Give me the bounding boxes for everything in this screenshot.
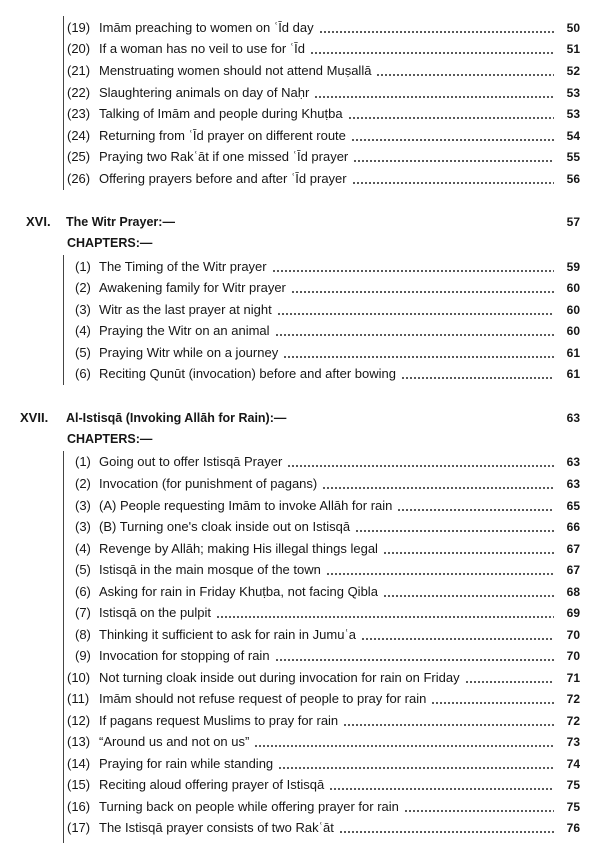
entry-title: Revenge by Allāh; making His illegal things legal: [99, 539, 380, 559]
entry-title: Returning from ʿĪd prayer on different route: [99, 126, 348, 146]
toc-entry[interactable]: [0, 61, 600, 81]
entry-title: Not turning cloak inside out during invocation for rain on Friday: [99, 668, 462, 688]
toc-entry[interactable]: [0, 452, 600, 472]
entry-page: 54: [566, 129, 580, 143]
entry-page: 60: [566, 324, 580, 338]
dot-leader: [287, 465, 554, 467]
toc-entry[interactable]: [0, 668, 600, 688]
dot-leader: [348, 117, 554, 119]
entry-title: The Timing of the Witr prayer: [99, 257, 269, 277]
entry-title: (B) Turning one's cloak inside out on Istisqā: [99, 517, 352, 537]
toc-entry[interactable]: [0, 625, 600, 645]
chapters-label: CHAPTERS:—: [67, 432, 153, 446]
entry-number: (17): [67, 820, 91, 835]
entry-page: 73: [566, 735, 580, 749]
entry-title: Imām should not refuse request of people to pray for rain: [99, 689, 428, 709]
entry-page: 53: [566, 107, 580, 121]
entry-page: 52: [566, 64, 580, 78]
dot-leader: [319, 31, 554, 33]
toc-entry[interactable]: [0, 147, 600, 167]
entry-title: Offering prayers before and after ʿĪd prayer: [99, 169, 349, 189]
entry-page: 69: [566, 606, 580, 620]
entry-title: Praying two Rakʿāt if one missed ʿĪd prayer: [99, 147, 350, 167]
entry-number: (20): [67, 41, 91, 56]
entry-page: 59: [566, 260, 580, 274]
entry-page: 63: [566, 455, 580, 469]
toc-entry[interactable]: [0, 474, 600, 494]
entry-number: (3): [75, 498, 91, 513]
dot-leader: [383, 552, 554, 554]
entry-page: 63: [566, 477, 580, 491]
entry-page: 51: [566, 42, 580, 56]
entry-title: Awakening family for Witr prayer: [99, 278, 288, 298]
entry-page: 66: [566, 520, 580, 534]
dot-leader: [278, 767, 554, 769]
dot-leader: [216, 616, 554, 618]
dot-leader: [272, 270, 554, 272]
entry-title: Talking of Imām and people during Khuṭba: [99, 104, 345, 124]
entry-title: If pagans request Muslims to pray for rain: [99, 711, 340, 731]
dot-leader: [314, 96, 554, 98]
dot-leader: [275, 659, 554, 661]
dot-leader: [322, 487, 554, 489]
dot-leader: [351, 139, 554, 141]
entry-title: Praying the Witr on an animal: [99, 321, 272, 341]
entry-number: (8): [75, 627, 91, 642]
entry-number: (9): [75, 648, 91, 663]
toc-entry[interactable]: [0, 343, 600, 363]
toc-entry[interactable]: [0, 582, 600, 602]
entry-number: (6): [75, 366, 91, 381]
dot-leader: [361, 638, 554, 640]
entry-title: Going out to offer Istisqā Prayer: [99, 452, 284, 472]
entry-title: Slaughtering animals on day of Naḥr: [99, 83, 311, 103]
entry-number: (16): [67, 799, 91, 814]
dot-leader: [339, 831, 554, 833]
toc-entry[interactable]: [0, 797, 600, 817]
entry-page: 61: [566, 367, 580, 381]
entry-page: 75: [566, 800, 580, 814]
entry-page: 72: [566, 714, 580, 728]
dot-leader: [277, 313, 554, 315]
entry-number: (22): [67, 85, 91, 100]
entry-number: (4): [75, 323, 91, 338]
dot-leader: [431, 702, 554, 704]
entry-title: Praying Witr while on a journey: [99, 343, 280, 363]
entry-title: Asking for rain in Friday Khuṭba, not facing Qibla: [99, 582, 380, 602]
entry-number: (12): [67, 713, 91, 728]
toc-entry[interactable]: [0, 603, 600, 623]
entry-number: (14): [67, 756, 91, 771]
toc-entry[interactable]: [0, 818, 600, 838]
entry-title: Invocation for stopping of rain: [99, 646, 272, 666]
dot-leader: [326, 573, 554, 575]
entry-page: 67: [566, 542, 580, 556]
entry-number: (26): [67, 171, 91, 186]
dot-leader: [353, 160, 554, 162]
toc-entry[interactable]: [0, 126, 600, 146]
toc-entry[interactable]: [0, 257, 600, 277]
entry-page: 75: [566, 778, 580, 792]
toc-entry[interactable]: [0, 646, 600, 666]
entry-page: 53: [566, 86, 580, 100]
toc-entry[interactable]: [0, 754, 600, 774]
entry-page: 72: [566, 692, 580, 706]
entry-page: 55: [566, 150, 580, 164]
entry-number: (10): [67, 670, 91, 685]
section-title: Al-Istisqā (Invoking Allāh for Rain):—: [66, 411, 287, 425]
entry-title: “Around us and not on us”: [99, 732, 251, 752]
entry-number: (1): [75, 454, 91, 469]
toc-entry[interactable]: [0, 39, 600, 59]
entry-title: Praying for rain while standing: [99, 754, 275, 774]
entry-number: (5): [75, 345, 91, 360]
toc-entry[interactable]: [0, 496, 600, 516]
toc-entry[interactable]: [0, 300, 600, 320]
dot-leader: [275, 334, 554, 336]
entry-page: 50: [566, 21, 580, 35]
toc-entry[interactable]: [0, 169, 600, 189]
entry-number: (15): [67, 777, 91, 792]
entry-page: 74: [566, 757, 580, 771]
dot-leader: [383, 595, 554, 597]
entry-page: 65: [566, 499, 580, 513]
dot-leader: [283, 356, 554, 358]
entry-title: Reciting aloud offering prayer of Istisqā: [99, 775, 326, 795]
section-heading-istisqa[interactable]: [0, 407, 600, 429]
entry-number: (4): [75, 541, 91, 556]
dot-leader: [254, 745, 554, 747]
entry-number: (2): [75, 476, 91, 491]
entry-page: 71: [566, 671, 580, 685]
entry-page: 70: [566, 628, 580, 642]
dot-leader: [310, 52, 554, 54]
entry-number: (5): [75, 562, 91, 577]
entry-number: (2): [75, 280, 91, 295]
entry-title: Istisqā on the pulpit: [99, 603, 213, 623]
dot-leader: [376, 74, 554, 76]
dot-leader: [291, 291, 554, 293]
entry-number: (13): [67, 734, 91, 749]
entry-page: 67: [566, 563, 580, 577]
toc-entry[interactable]: [0, 732, 600, 752]
toc-entry[interactable]: [0, 278, 600, 298]
entry-title: Invocation (for punishment of pagans): [99, 474, 319, 494]
entry-title: Menstruating women should not attend Muṣallā: [99, 61, 373, 81]
entry-number: (23): [67, 106, 91, 121]
entry-page: 68: [566, 585, 580, 599]
entry-number: (11): [67, 691, 90, 706]
entry-page: 61: [566, 346, 580, 360]
entry-title: Turning back on people while offering prayer for rain: [99, 797, 401, 817]
section-number: XVI.: [26, 214, 51, 229]
section-page: 57: [566, 215, 580, 229]
toc-entry[interactable]: [0, 711, 600, 731]
entry-number: (3): [75, 519, 91, 534]
toc-entry[interactable]: [0, 539, 600, 559]
entry-title: If a woman has no veil to use for ʿĪd: [99, 39, 307, 59]
entry-title: Istisqā in the main mosque of the town: [99, 560, 323, 580]
section-title: The Witr Prayer:—: [66, 215, 175, 229]
entry-title: (A) People requesting Imām to invoke Allāh for rain: [99, 496, 394, 516]
toc-entry[interactable]: [0, 775, 600, 795]
entry-number: (21): [67, 63, 91, 78]
entry-number: (24): [67, 128, 91, 143]
dot-leader: [343, 724, 554, 726]
entry-number: (3): [75, 302, 91, 317]
toc-entry[interactable]: [0, 517, 600, 537]
dot-leader: [352, 182, 554, 184]
toc-entry[interactable]: [0, 321, 600, 341]
entry-title: Reciting Qunūt (invocation) before and after bowing: [99, 364, 398, 384]
toc-entry[interactable]: [0, 689, 600, 709]
dot-leader: [465, 681, 554, 683]
dot-leader: [355, 530, 554, 532]
dot-leader: [397, 509, 554, 511]
section-page: 63: [566, 411, 580, 425]
dot-leader: [329, 788, 554, 790]
chapters-label: CHAPTERS:—: [67, 236, 153, 250]
toc-entry[interactable]: [0, 83, 600, 103]
toc-entry[interactable]: [0, 104, 600, 124]
entry-number: (19): [67, 20, 91, 35]
entry-page: 70: [566, 649, 580, 663]
entry-page: 60: [566, 303, 580, 317]
entry-page: 76: [566, 821, 580, 835]
entry-title: Thinking it sufficient to ask for rain in Jumuʿa: [99, 625, 358, 645]
entry-number: (6): [75, 584, 91, 599]
section-number: XVII.: [20, 410, 49, 425]
entry-title: Imām preaching to women on ʿĪd day: [99, 18, 316, 38]
entry-title: The Istisqā prayer consists of two Rakʿāt: [99, 818, 336, 838]
toc-entry[interactable]: [0, 18, 600, 38]
entry-page: 60: [566, 281, 580, 295]
entry-number: (7): [75, 605, 91, 620]
dot-leader: [401, 377, 554, 379]
entry-number: (1): [75, 259, 91, 274]
toc-entry[interactable]: [0, 560, 600, 580]
entry-number: (25): [67, 149, 91, 164]
entry-title: Witr as the last prayer at night: [99, 300, 274, 320]
toc-entry[interactable]: [0, 364, 600, 384]
section-heading-witr[interactable]: [0, 211, 600, 233]
entry-page: 56: [566, 172, 580, 186]
dot-leader: [404, 810, 554, 812]
